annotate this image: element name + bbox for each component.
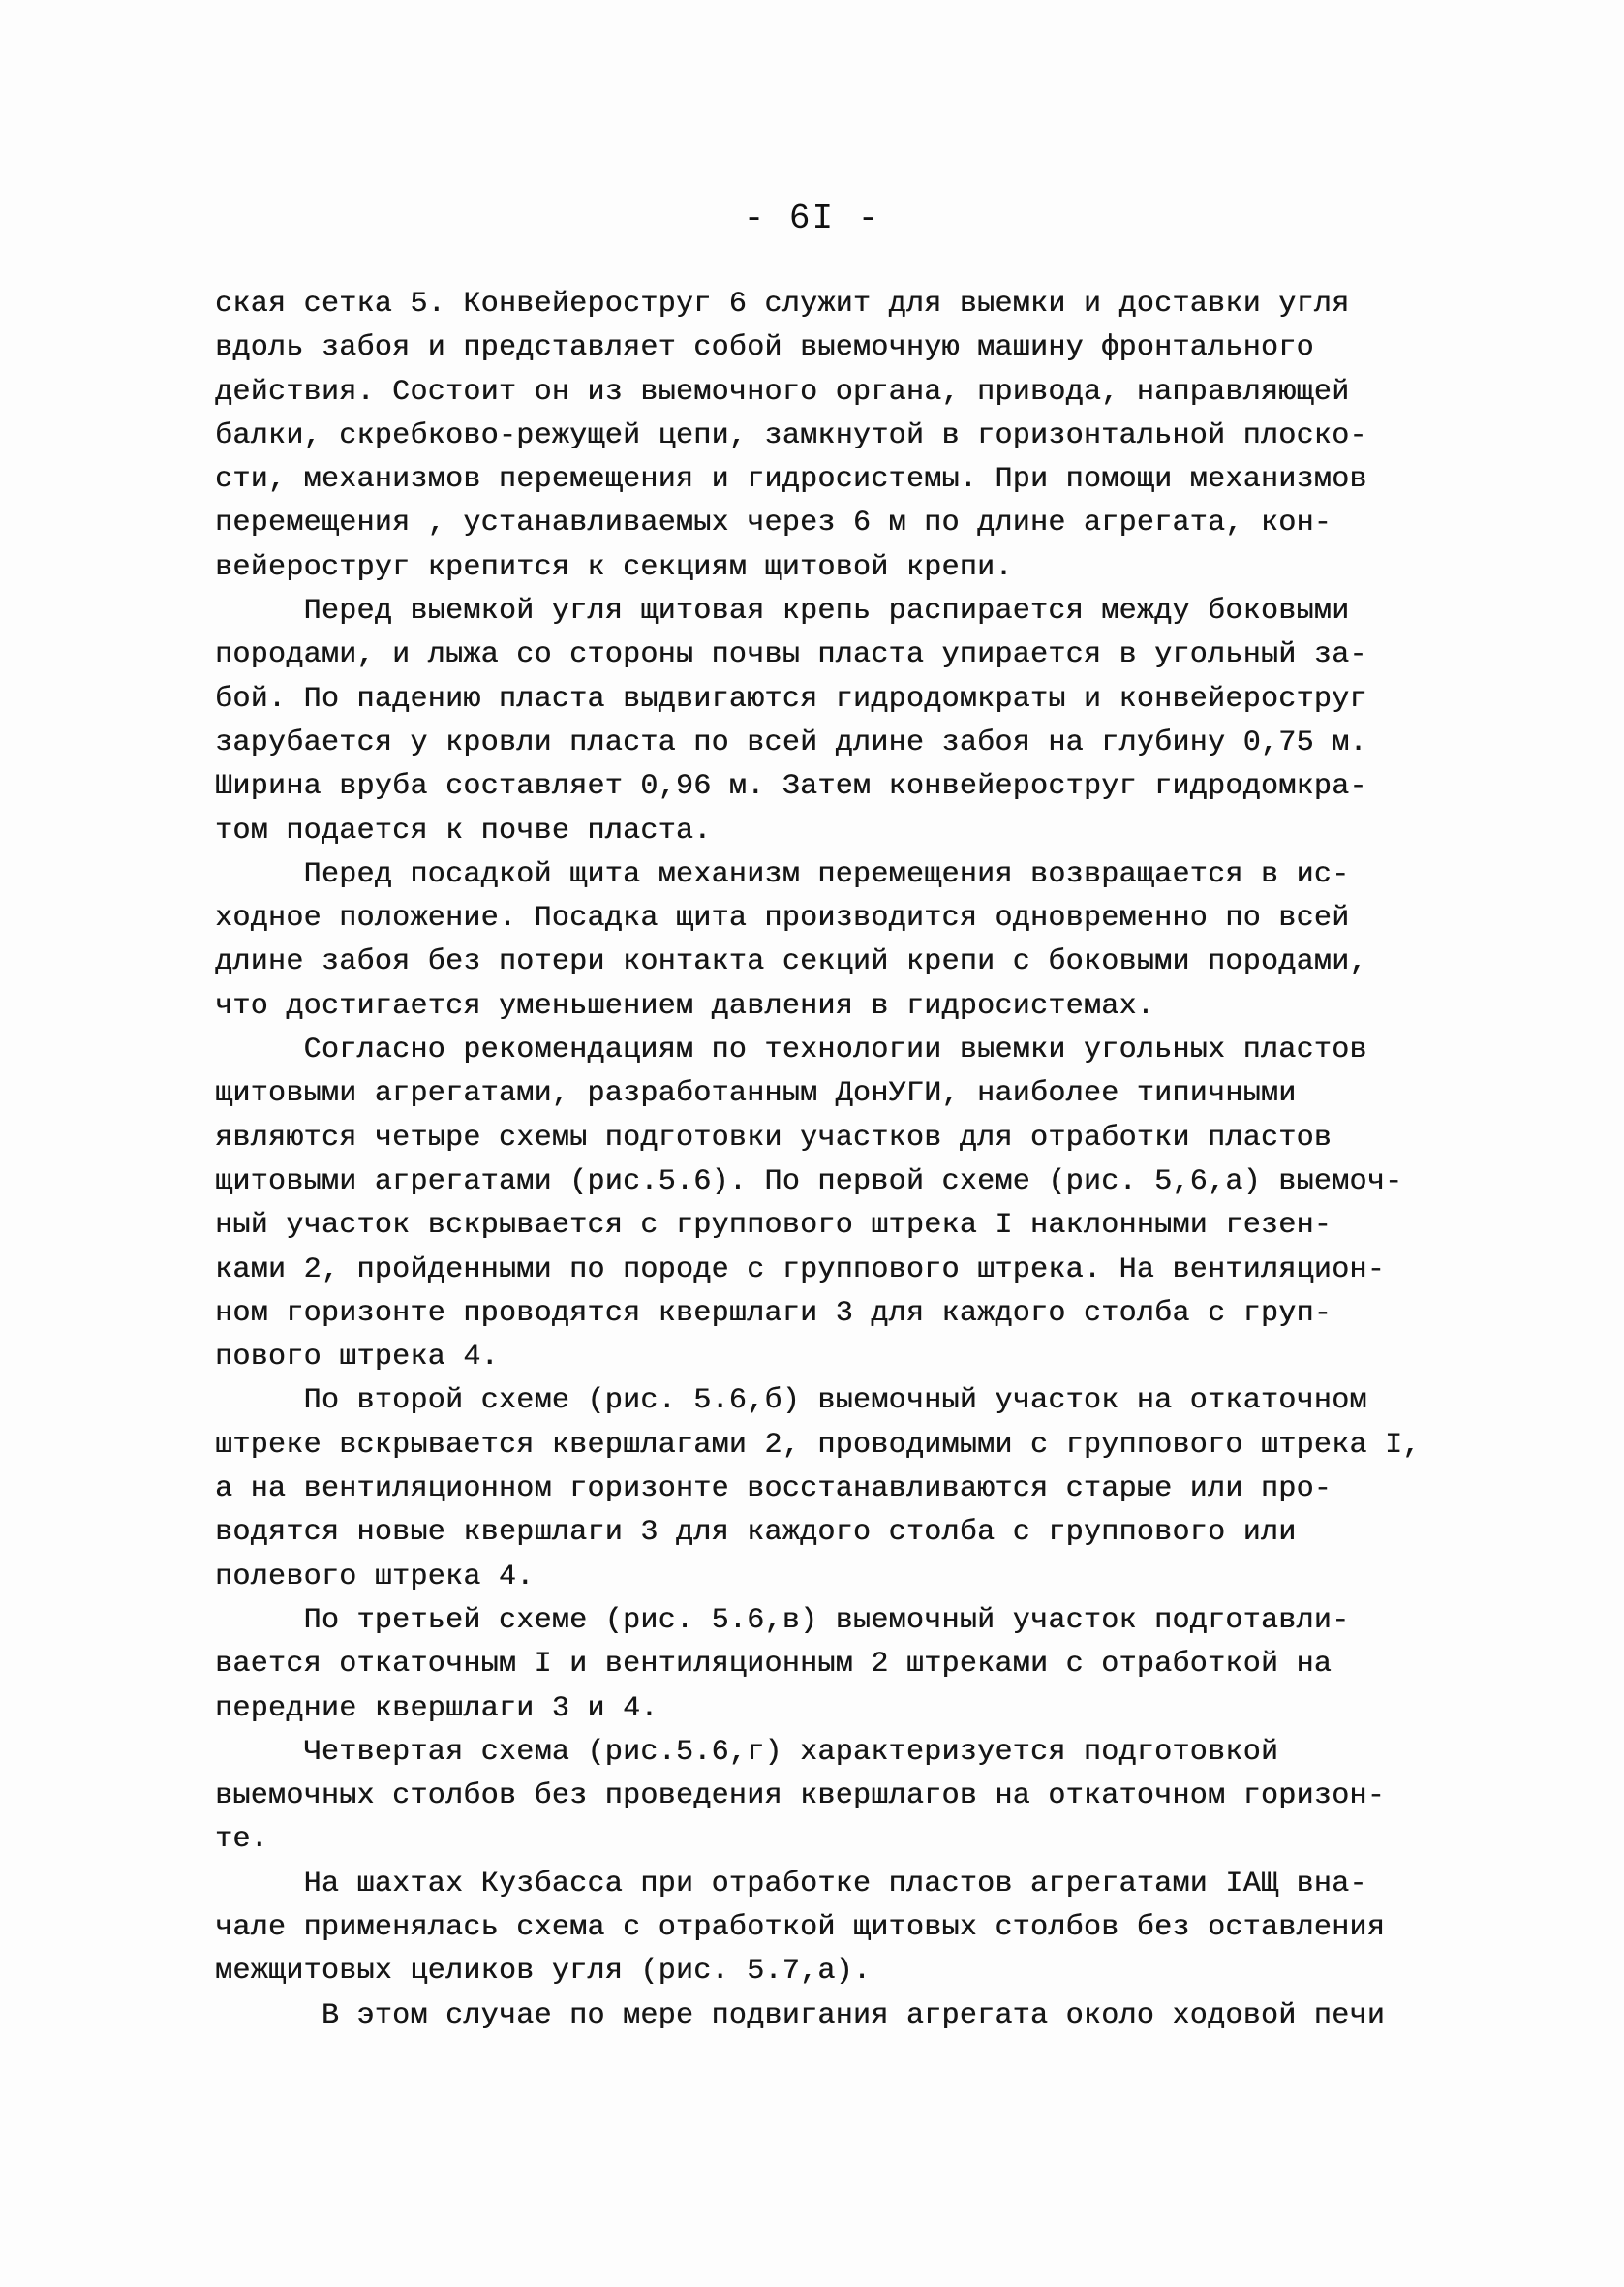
text-line: выемочных столбов без проведения квершлагов на откаточном горизон- [215,1779,1385,1813]
text-line: ном горизонте проводятся квершлаги 3 для каждого столба с груп- [215,1296,1333,1330]
text-line: являются четыре схемы подготовки участков для отработки пластов [215,1121,1333,1155]
body-text [215,283,1425,2038]
text-line: породами, и лыжа со стороны почвы пласта упирается в угольный за- [215,638,1367,672]
text-line: межщитовых целиков угля (рис. 5.7,а). [215,1955,872,1989]
text-line: балки, скребково-режущей цепи, замкнутой в горизонтальной плоско- [215,418,1367,452]
text-line: Ширина вруба составляет 0,96 м. Затем конвейероструг гидродомкра- [215,770,1367,804]
text-line: те. [215,1823,268,1857]
text-line: что достигается уменьшением давления в гидросистемах. [215,989,1155,1023]
text-line: По второй схеме (рис. 5.6,б) выемочный участок на откаточном [215,1384,1367,1418]
text-line: ходное положение. Посадка щита производится одновременно по всей [215,902,1350,936]
text-line: полевого штрека 4. [215,1560,535,1593]
text-line: сти, механизмов перемещения и гидросистемы. При помощи механизмов [215,463,1367,497]
text-line: том подается к почве пласта. [215,814,712,848]
text-line: По третьей схеме (рис. 5.6,в) выемочный участок подготавли- [215,1603,1350,1637]
text-line: пового штрека 4. [215,1341,499,1375]
text-line: передние квершлаги 3 и 4. [215,1691,659,1725]
text-line: На шахтах Кузбасса при отработке пластов агрегатами IАЩ вна- [215,1867,1367,1901]
text-line: бой. По падению пласта выдвигаются гидродомкраты и конвейероструг [215,682,1367,716]
text-line: Перед посадкой щита механизм перемещения возвращается в ис- [215,857,1350,891]
text-line: В этом случае по мере подвигания агрегата около ходовой печи [215,1998,1385,2032]
text-line: действия. Состоит он из выемочного органа, привода, направляющей [215,375,1350,409]
text-line: Четвертая схема (рис.5.6,г) характеризуется подготовкой [215,1735,1279,1769]
text-line: перемещения , устанавливаемых через 6 м по длине агрегата, кон- [215,507,1333,541]
text-line: ская сетка 5. Конвейероструг 6 служит для выемки и доставки угля [215,288,1350,321]
text-line: зарубается у кровли пласта по всей длине забоя на глубину 0,75 м. [215,726,1367,759]
text-line: а на вентиляционном горизонте восстанавливаются старые или про- [215,1472,1333,1506]
text-line: ный участок вскрывается с группового штрека I наклонными гезен- [215,1209,1333,1243]
text-line: щитовыми агрегатами, разработанным ДонУГИ, наиболее типичными [215,1077,1297,1111]
page-number: - 6I - [743,199,881,238]
text-line: длине забоя без потери контакта секций крепи с боковыми породами, [215,945,1367,979]
text-line: чале применялась схема с отработкой щитовых столбов без оставления [215,1910,1385,1944]
text-line: водятся новые квершлаги 3 для каждого столба с группового или [215,1516,1297,1550]
text-line: вдоль забоя и представляет собой выемочную машину фронтального [215,331,1314,365]
text-line: штреке вскрывается квершлагами 2, проводимыми с группового штрека I, [215,1428,1421,1462]
text-line: Перед выемкой угля щитовая крепь распирается между боковыми [215,595,1350,629]
text-line: щитовыми агрегатами (рис.5.6). По первой схеме (рис. 5,6,а) выемоч- [215,1164,1403,1198]
text-line: вейероструг крепится к секциям щитовой крепи. [215,550,1013,584]
text-line: вается откаточным I и вентиляционным 2 штреками с отработкой на [215,1648,1333,1682]
text-line: ками 2, пройденными по породе с группового штрека. На вентиляцион- [215,1252,1385,1286]
text-line: Согласно рекомендациям по технологии выемки угольных пластов [215,1034,1367,1067]
